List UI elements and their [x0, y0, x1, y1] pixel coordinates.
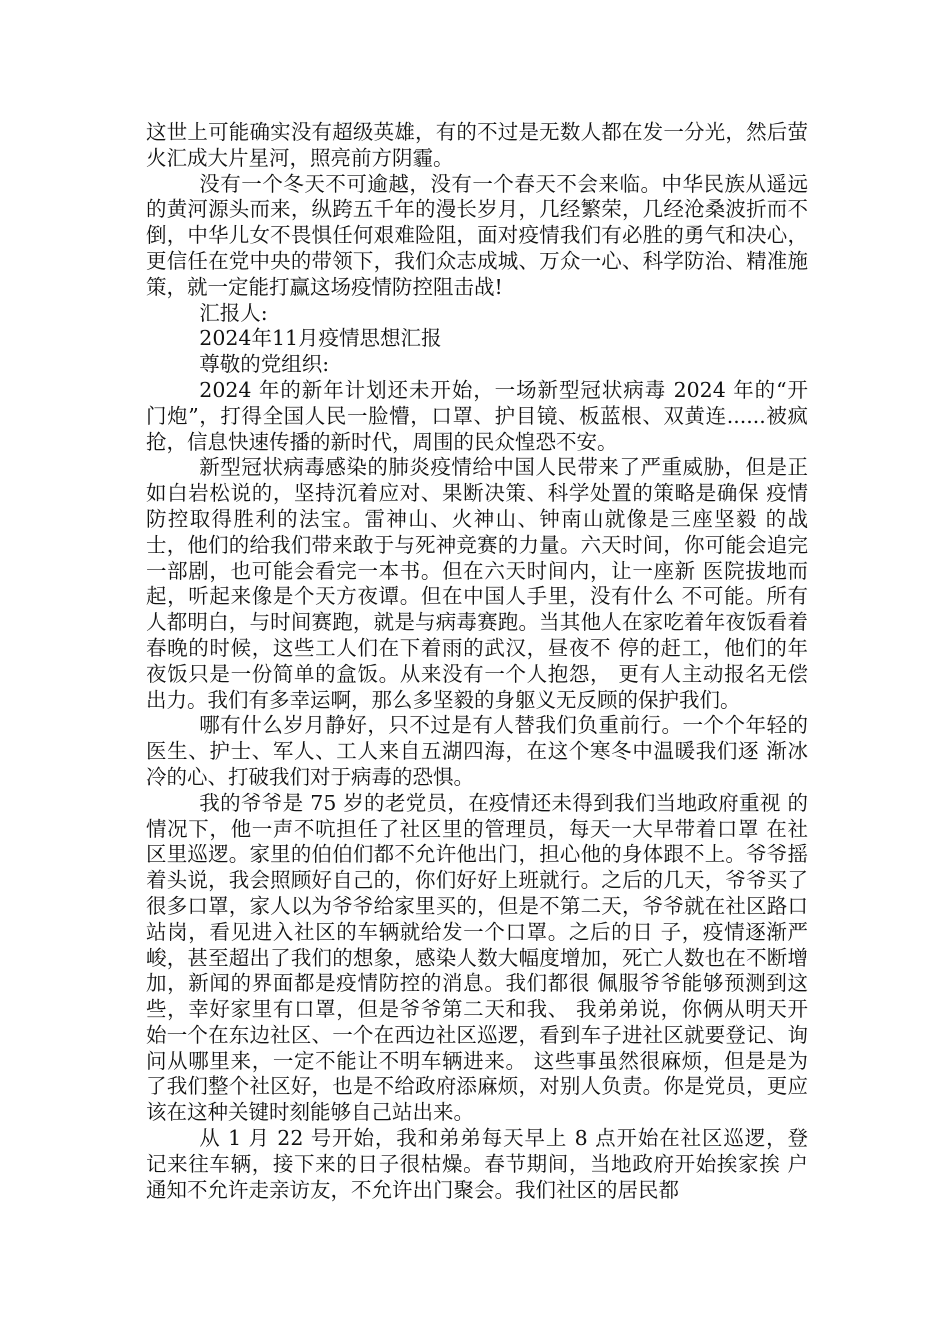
salutation: 尊敬的党组织:	[199, 352, 330, 377]
paragraph-pneumonia: 新型冠状病毒感染的肺炎疫情给中国人民带来了严重威胁，但是正如白岩松说的，坚持沉着应对、果断决策、科学处置的策略是确保 疫情防控取得胜利的法宝。雷神山、火神山、钟南山就像是三座坚毅 的战士，他们的给我们带来敢于与死神竞赛的力量。六天时间，你可能会追完一部剧，也可能会看完一本书。但在六天时间内，让一座新 医院拔地而起，听起来像是个天方夜谭。但在中国人手里，没有什么 不可能。所有人都明白，与时间赛跑，就是与病毒赛跑。当其他人在家吃着年夜饭看着春晚的时候，这些工人们在下着雨的武汉，昼夜不 停的赶工，他们的年夜饭只是一份简单的盒饭。从来没有一个人抱怨， 更有人主动报名无偿出力。我们有多幸运啊，那么多坚毅的身躯义无反顾的保护我们。	[146, 455, 808, 712]
reporter-label: 汇报人:	[199, 300, 268, 325]
paragraph-winter-spring: 没有一个冬天不可逾越，没有一个春天不会来临。中华民族从遥远的黄河源头而来，纵跨五千年的漫长岁月，几经繁荣，几经沧桑波折而不倒，中华儿女不畏惧任何艰难险阻，面对疫情我们有必胜的勇气和决心，更信任在党中央的带领下，我们众志成城、万众一心、科学防治、精准施策，就一定能打赢这场疫情防控阻击战!	[146, 171, 808, 299]
paragraph-patrol: 从 1 月 22 号开始，我和弟弟每天早上 8 点开始在社区巡逻，登 记来往车辆，接下来的日子很枯燥。春节期间，当地政府开始挨家挨 户通知不允许走亲访友，不允许出门聚会。我们社区的居民都	[146, 1126, 808, 1202]
document-page	[146, 120, 808, 1203]
paragraph-peaceful-years: 哪有什么岁月静好，只不过是有人替我们负重前行。一个个年轻的医生、护士、军人、工人来自五湖四海，在这个寒冬中温暖我们逐 渐冰冷的心、打破我们对于病毒的恐惧。	[146, 713, 808, 789]
report-title: 2024年11月疫情思想汇报	[199, 326, 442, 351]
paragraph-new-year: 2024 年的新年计划还未开始，一场新型冠状病毒 2024 年的“开 门炮”，打得全国人民一脸懵，口罩、护目镜、板蓝根、双黄连......被疯抢，信息快速传播的新时代，周围的民众惶恐不安。	[146, 377, 808, 454]
paragraph-superhero: 这世上可能确实没有超级英雄，有的不过是无数人都在发一分光，然后萤火汇成大片星河，照亮前方阴霾。	[146, 120, 808, 170]
paragraph-grandfather: 我的爷爷是 75 岁的老党员，在疫情还未得到我们当地政府重视 的情况下，他一声不吭担任了社区里的管理员，每天一大早带着口罩 在社区里巡逻。家里的伯伯们都不允许他出门，担心他的身体跟不上。爷爷摇着头说，我会照顾好自己的，你们好好上班就行。之后的几天，爷爷买了很多口罩，家人以为爷爷给家里买的，但是不第二天，爷爷就在社区路口站岗，看见进入社区的车辆就给发一个口罩。之后的日 子，疫情逐渐严峻，甚至超出了我们的想象，感染人数大幅度增加，死亡人数也在不断增加，新闻的界面都是疫情防控的消息。我们都很 佩服爷爷能够预测到这些，幸好家里有口罩，但是爷爷第二天和我、 我弟弟说，你俩从明天开始一个在东边社区、一个在西边社区巡逻，看到车子进社区就要登记、询问从哪里来，一定不能让不明车辆进来。 这些事虽然很麻烦，但是是为了我们整个社区好，也是不给政府添麻烦，对别人负责。你是党员，更应该在这种关键时刻能够自己站出来。	[146, 790, 808, 1125]
